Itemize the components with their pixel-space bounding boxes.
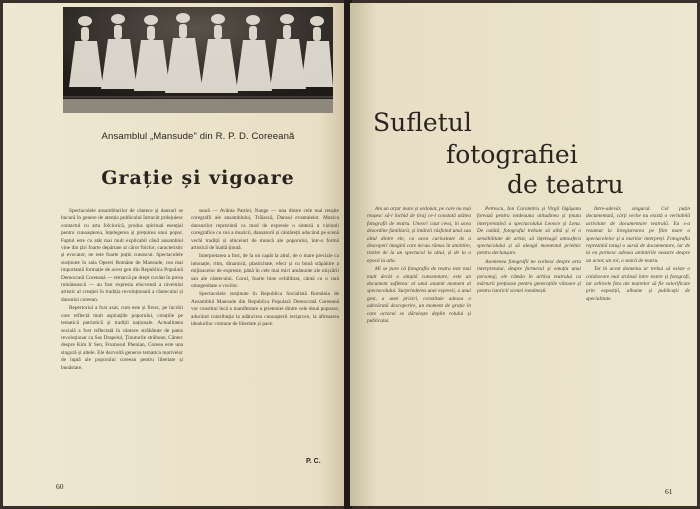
right-text-column-2 <box>477 206 581 484</box>
paragraph: Am un arțar mare și ordonat, pe care nu mai reușesc să-l închid de tiraj ce-l constată atâtea fotografii de teatru. Uneori caut ceva, în acea dezordine familiară, și întârzii răsfoind unul sau altul dintre ele, cu acea curiozitate de a descoperi imagini care mi-au rămas în amintire, trezite de la un spectacol la altul, și de la o epocă la alta. <box>367 206 471 264</box>
page-number-right: 61 <box>665 487 673 496</box>
left-text-column-2 <box>191 208 339 454</box>
left-text-column-1 <box>61 208 183 496</box>
right-text-column-3 <box>586 206 690 468</box>
dancers-image <box>63 7 333 113</box>
title-line-2: fotografiei <box>446 140 578 169</box>
paragraph: Repertoriul a fost axat, cum este și firesc, pe lucrări care reflectă mult aspirațiile poporului, creațiile pe tematică patriotică și tradiții naționale. Actualitatea socială a fost reflectată în cântece străbătute de patos revoluționar ca Sus Drapelul, Ținuturile străbune, Cântec despre Kim Ir Sen, Frumosul Phenian, Coreea este una singură și altele. Ele dezvoltă generos tematica motivelor de luptă ale poporului coreean pentru libertate și bunăstare. <box>61 305 183 371</box>
article-headline: Grație și vigoare <box>101 167 295 189</box>
left-page <box>3 3 346 506</box>
paragraph: Asemenea fotografii ne vorbesc despre arta interpretului, despre farmecul și emoția unui personaj; ele rămân în arhiva teatrului ca mărturii prețioase pentru generațiile viitoare și pentru istoricii scenei românești. <box>477 258 581 295</box>
paragraph: seară — Avânta Patriei, Nange — una dintre cele mai reușite coregrafii ale ansamblului, Trăiască, Dansul evantaielor. Muzica dansurilor reprezintă ca mod de expresie o sinteză a viziunii coregrafice cu cea a muzicii, dansatorii și cântăreții aducând pe scenă vechi tradiții și obiceiuri de muncă ale poporului, într-o formă artistică de înaltă ținută. <box>191 208 339 252</box>
dancers-photo <box>63 7 333 113</box>
paragraph: Interpretarea a fost, de la un capăt la altul, de o mare precizie ca intonație, ritm, dinamică, plasticitate, efect și cu bună stăpânire a mijloacelor de expresie, până în cele mai mici amănunte ale mișcării sau ale cântecului. Corul, foarte bine echilibrat, cântă cu o rară omogenitate a vocilor. <box>191 253 339 290</box>
title-line-3: de teatru <box>507 170 624 199</box>
paragraph: Spectacolele susținute în Republica Socialistă România de Ansamblul Mansude din Republica Populară Democrată Coreeană vor constitui încă o manifestare a prieteniei dintre cele două popoare, aducând contribuția la adâncirea cunoașterii reciproce, la afirmarea idealurilor comune de libertate și pace. <box>191 291 339 328</box>
paragraph: Mi se pare că fotografia de teatru este mai mult decât o simplă consemnare; este un document sufletesc al unui anumit moment al spectacolului. Surprinderea unei expresii, a unui gest, a unei priviri, constituie adesea o adevărată descoperire, un moment de grație în care actorul se dăruiește deplin rolului și publicului. <box>367 266 471 325</box>
article-subtitle: Ansamblul „Mansude" din R. P. D. Coreeană <box>101 131 295 142</box>
title-line-1: Sufletul <box>373 108 472 137</box>
paragraph: Spectacolele ansamblurilor de cântece și dansuri se bucură în genere de atenția publicului întrucât prilejuiesc contactul cu arta folclorică, produs spiritual esențial pentru cunoașterea, înțelegerea și prețuirea unui popor. Faptul este cu atât mai mult explicabil când ansamblul vine din țări foarte depărtate al căror folclor, caracteristic și evocator, ne este foarte puțin cunoscut. Spectacolele susținute în sala Operei Române de Mansude, cea mai importantă formație de acest gen din Republica Populară Democrată Coreeană — remarcă pe drept cuvânt în presa românească — au fost expresia elocventă a nivelului artistic al creației în tradiția revoluționară a cântecului și dansului coreean. <box>61 208 183 303</box>
right-text-column-1 <box>367 206 471 496</box>
paragraph: Petrescu, Ion Caramitru și Virgil Ogășanu forează pentru totdeauna atitudinea și ținuta interpretativă a spectacolului Leonce și Lena. De cutătă, fotograful trebuie să aibă și el o sensibilitate de artist, să înțeleagă atmosfera spectacolului și să aleagă momentul prielnic pentru declanșare. <box>477 206 581 257</box>
right-page <box>350 3 697 506</box>
author-signature: P. C. <box>306 458 321 465</box>
page-number-left: 60 <box>56 482 64 491</box>
paragraph: Între-adevăr, singurul. Cel puțin documentată, cărți veche nu există o veritabilă activitate de documentare teatrală. Ea s-a rezumat la înregistrarea pe film mare a spectacolelor și a marilor interpreți. Fotografia reprezintă totuși o sursă de documentare, iar de la ea pornesc adesea amintirile noastre despre un actor, un rol, o seară de teatru. <box>586 206 690 264</box>
paragraph: Tot în acest domeniu ar trebui să existe o colaborare mai strânsă între teatre și fotografi, iar arhivele foto ale teatrelor să fie valorificate prin expoziții, albume și publicații de specialitate. <box>586 266 690 302</box>
